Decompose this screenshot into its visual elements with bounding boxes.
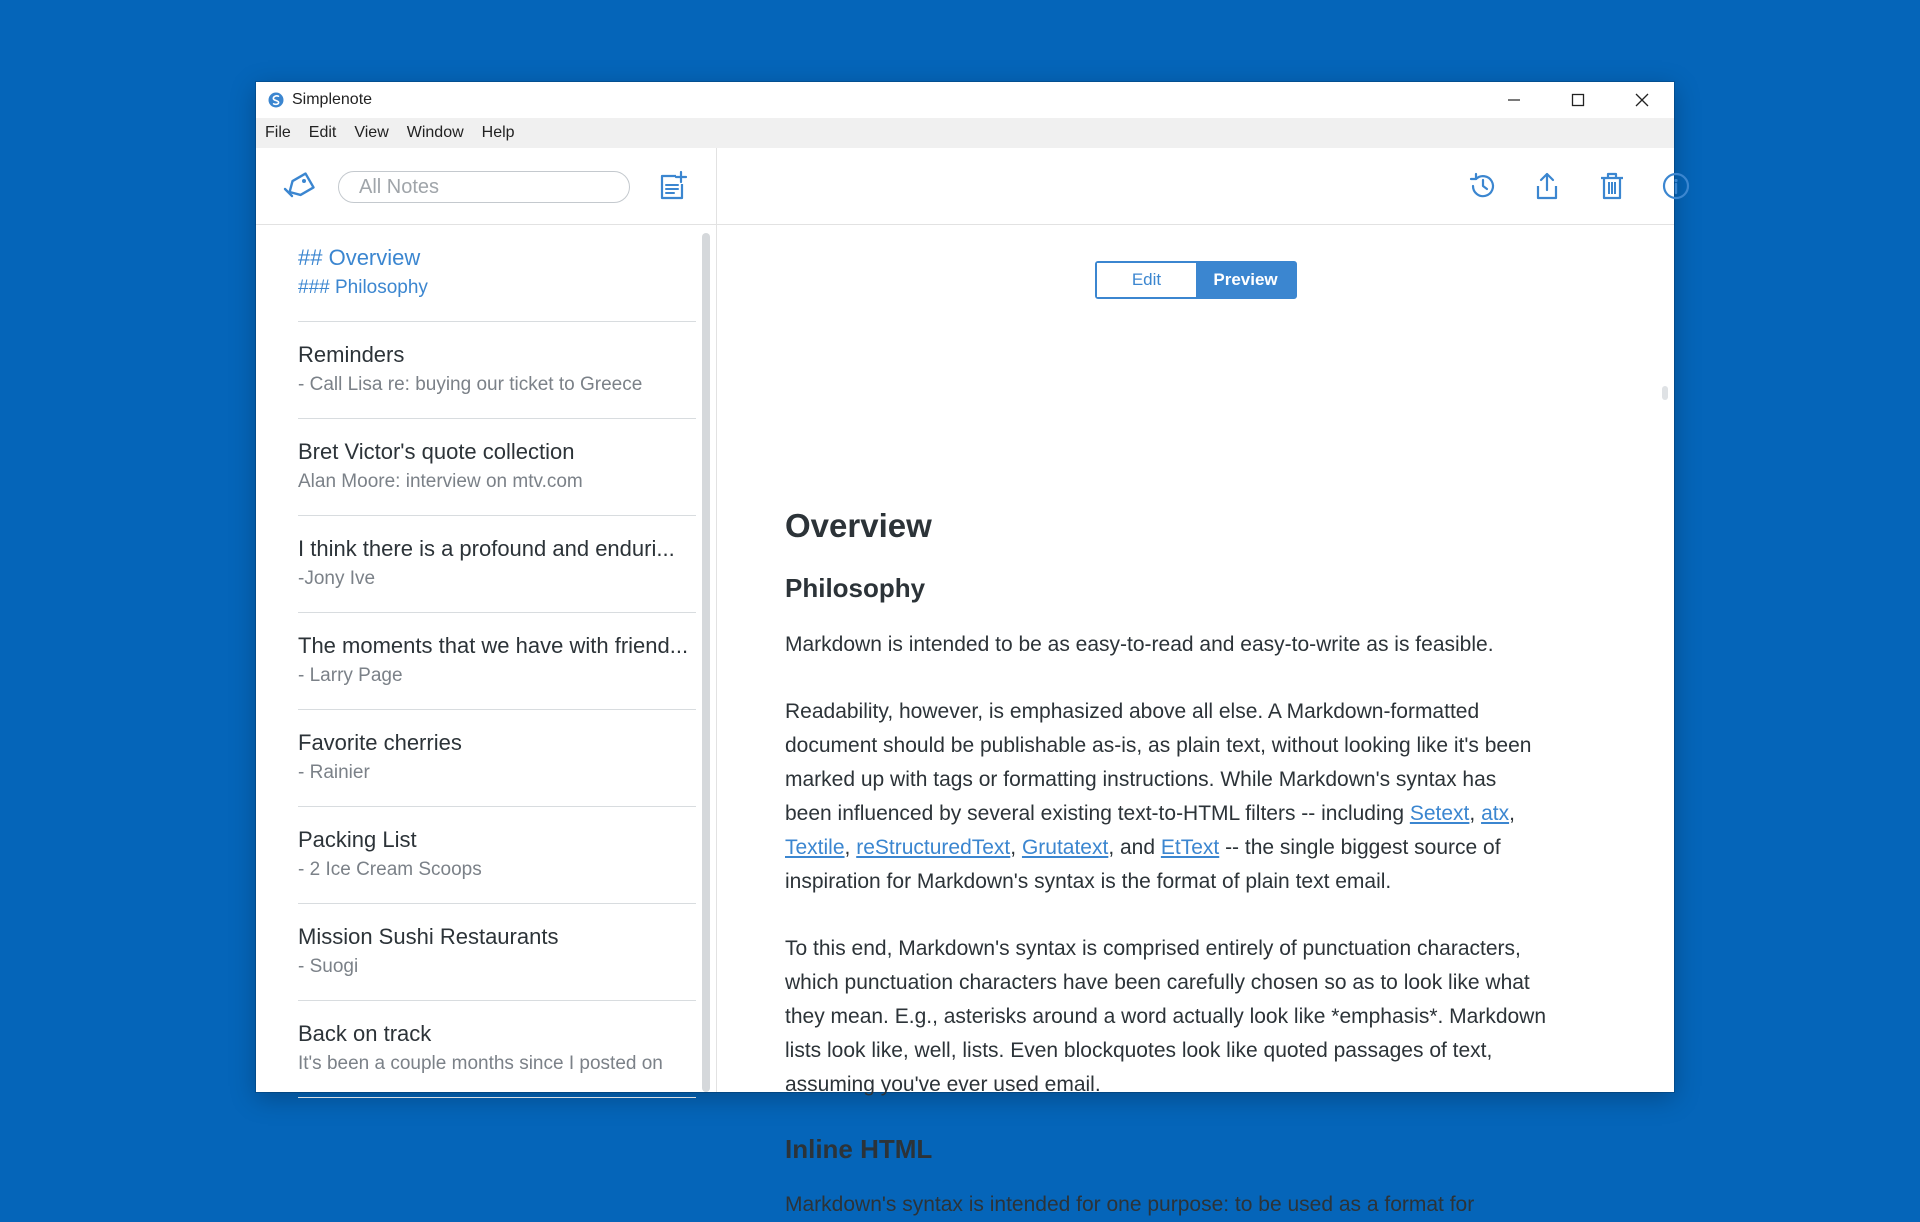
note-preview: - Larry Page [298, 665, 403, 686]
paragraph-readability-line [785, 831, 1605, 865]
paragraph-intro: Markdown is intended to be as easy-to-read and easy-to-write as is feasible. [785, 633, 1494, 656]
note-list-item[interactable] [298, 613, 696, 710]
paragraph-readability-line: document should be publishable as-is, as plain text, without looking like it's been [785, 734, 1532, 757]
notes-sidebar [256, 148, 717, 1092]
edit-mode-button[interactable]: Edit [1097, 263, 1196, 297]
text: , and [1108, 836, 1161, 859]
editor-toolbar [717, 148, 1674, 225]
text: , [844, 836, 857, 859]
new-note-button[interactable] [654, 168, 690, 204]
note-title: Favorite cherries [298, 730, 462, 755]
note-title: ## Overview [298, 245, 421, 270]
share-icon [1531, 170, 1563, 202]
edit-preview-toggle [1095, 261, 1297, 299]
link-textile[interactable]: Textile [785, 836, 845, 859]
close-button[interactable] [1610, 82, 1674, 118]
note-preview: - Suogi [298, 956, 359, 977]
note-list-item[interactable] [298, 710, 696, 807]
app-title: Simplenote [292, 91, 373, 108]
sidebar-toolbar [256, 148, 716, 225]
search-field[interactable] [338, 171, 630, 203]
history-icon [1467, 170, 1499, 202]
note-list-item[interactable] [298, 904, 696, 1001]
paragraph-punctuation-line: assuming you've ever used email. [785, 1073, 1101, 1096]
text: been influenced by several existing text-to-HTML filters -- including [785, 802, 1410, 825]
link-setext[interactable]: Setext [1409, 802, 1470, 825]
note-title: Packing List [298, 827, 417, 852]
new-note-icon [654, 168, 690, 204]
heading-philosophy: Philosophy [785, 573, 926, 603]
link-restructuredtext[interactable]: reStructuredText [856, 836, 1011, 859]
note-list-item[interactable] [298, 225, 696, 322]
note-preview: -Jony Ive [298, 568, 376, 589]
note-list-item[interactable] [298, 1001, 696, 1098]
search-input[interactable] [339, 172, 629, 202]
paragraph-punctuation-line: lists look like, well, lists. Even blockquotes look like quoted passages of text, [785, 1039, 1493, 1062]
paragraph-punctuation-line: which punctuation characters have been carefully chosen so as to look like what [785, 971, 1530, 994]
note-title: Mission Sushi Restaurants [298, 924, 559, 949]
note-title: Bret Victor's quote collection [298, 439, 575, 464]
trash-icon [1596, 170, 1628, 202]
share-button[interactable] [1529, 168, 1565, 204]
paragraph-readability-line: marked up with tags or formatting instructions. While Markdown's syntax has [785, 768, 1497, 791]
menu-window[interactable]: Window [406, 124, 464, 141]
editor-scrollbar[interactable] [1662, 386, 1668, 400]
title-bar [256, 82, 1674, 118]
note-preview: - Rainier [298, 762, 370, 783]
menu-bar [256, 118, 1674, 148]
tags-icon [282, 168, 318, 204]
link-ettext[interactable]: EtText [1160, 836, 1220, 859]
menu-file[interactable]: File [265, 124, 291, 141]
close-icon [1635, 93, 1649, 107]
note-list-item[interactable] [298, 807, 696, 904]
note-list-item[interactable] [298, 419, 696, 516]
menu-help[interactable]: Help [481, 124, 515, 141]
maximize-button[interactable] [1546, 82, 1610, 118]
trash-button[interactable] [1594, 168, 1630, 204]
tags-button[interactable] [282, 168, 318, 204]
paragraph-punctuation-line: To this end, Markdown's syntax is comprised entirely of punctuation characters, [785, 937, 1521, 960]
simplenote-logo-icon [268, 92, 284, 108]
minimize-button[interactable] [1482, 82, 1546, 118]
note-title: The moments that we have with friend... [298, 633, 689, 658]
note-preview: - 2 Ice Cream Scoops [298, 859, 482, 880]
note-editor [717, 148, 1674, 1216]
maximize-icon [1571, 93, 1585, 107]
info-button[interactable] [1658, 168, 1694, 204]
note-list-item[interactable] [298, 516, 696, 613]
preview-mode-button[interactable]: Preview [1196, 263, 1295, 297]
note-preview: ### Philosophy [298, 277, 428, 298]
paragraph-readability-line [785, 797, 1605, 831]
text: -- the single biggest source of [1219, 836, 1501, 859]
menu-view[interactable]: View [354, 124, 389, 141]
link-grutatext[interactable]: Grutatext [1021, 836, 1109, 859]
note-title: Reminders [298, 342, 405, 367]
paragraph-inline-html-line: Markdown's syntax is intended for one purpose: to be used as a format for [785, 1193, 1475, 1216]
minimize-icon [1507, 93, 1521, 107]
simplenote-window [256, 82, 1674, 1216]
note-preview: - Call Lisa re: buying our ticket to Greece [298, 374, 643, 395]
note-title: I think there is a profound and enduri... [298, 536, 675, 561]
note-preview: Alan Moore: interview on mtv.com [298, 471, 583, 492]
text: , [1469, 802, 1482, 825]
note-list-item[interactable] [298, 322, 696, 419]
note-list [256, 225, 701, 1092]
info-icon [1660, 170, 1692, 202]
heading-inline-html: Inline HTML [785, 1134, 933, 1164]
note-list-scrollbar[interactable] [702, 233, 710, 1092]
history-button[interactable] [1465, 168, 1501, 204]
note-title: Back on track [298, 1021, 432, 1046]
link-atx[interactable]: atx [1481, 802, 1510, 825]
note-preview: It's been a couple months since I posted on [298, 1053, 663, 1074]
paragraph-punctuation-line: they mean. E.g., asterisks around a word actually look like *emphasis*. Markdown [785, 1005, 1547, 1028]
paragraph-readability-line: inspiration for Markdown's syntax is the format of plain text email. [785, 870, 1392, 893]
heading-overview: Overview [785, 507, 932, 544]
menu-edit[interactable]: Edit [308, 124, 337, 141]
window-controls [1482, 82, 1674, 118]
text: , [1509, 802, 1515, 825]
paragraph-readability-line: Readability, however, is emphasized above all else. A Markdown-formatted [785, 700, 1480, 723]
text: , [1010, 836, 1022, 859]
